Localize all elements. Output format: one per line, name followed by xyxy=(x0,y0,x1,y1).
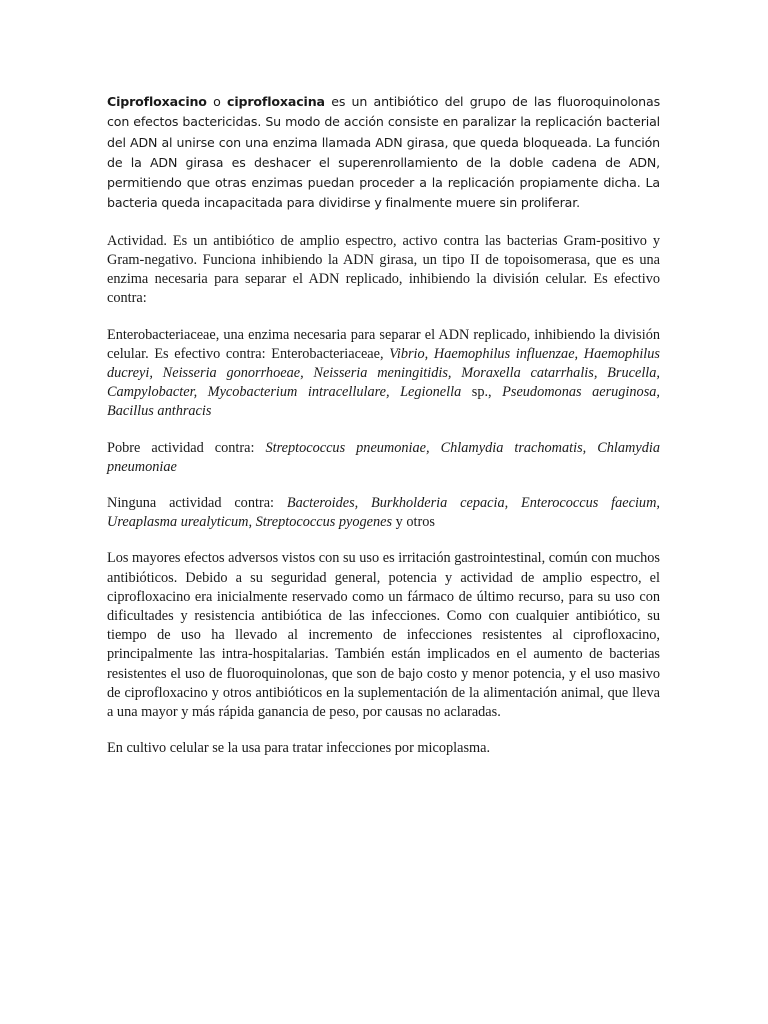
pobre-actividad-paragraph xyxy=(107,439,660,477)
efectos-adversos-paragraph: Los mayores efectos adversos vistos con su uso es irritación gastrointestinal, común con muchos antibióticos. Debido a su seguridad general, potencia y actividad de amplio espectro, el ciprofloxacino era inicialmente reservado como un fármaco de último recurso, para su uso con dificultades y resistencia antibiótica de las infecciones. Como con cualquier antibiótico, su tiempo de uso ha llevado al incremento de infecciones resistentes al ciprofloxacino, principalmente las intra-hospitalarias. También están implicados en el aumento de bacterias resistentes el uso de fluoroquinolonas, que son de bajo costo y menor potencia, y el uso masivo de ciprofloxacino y otros antibióticos en la suplementación de la alimentación animal, que lleva a una mayor y más rápida ganancia de peso, por causas no aclaradas. xyxy=(107,550,660,721)
name-connector: o xyxy=(206,94,228,109)
enterobacteriaceae-paragraph xyxy=(107,326,660,422)
document-page xyxy=(107,92,660,775)
actividad-paragraph: Actividad. Es un antibiótico de amplio espectro, activo contra las bacterias Gram-positivo y Gram-negativo. Funciona inhibiendo la ADN girasa, un tipo II de topoisomerasa, que es una enzima necesaria para separar el ADN replicado, inhibiendo la división celular. Es efectivo contra: xyxy=(107,232,660,307)
ninguna-lead: Ninguna actividad contra: xyxy=(107,495,287,512)
drug-name-1: Ciprofloxacino xyxy=(107,94,207,109)
intro-paragraph xyxy=(107,92,660,214)
entero-species: Vibrio, Haemophilus influenzae, Haemophilus ducreyi, Neisseria gonorrhoeae, Neisseria meningitidis, Moraxella catarrhalis, Brucella, Campylobacter, Mycobacterium intracellulare, Legionella xyxy=(107,345,660,401)
pobre-species: Streptococcus pneumoniae, Chlamydia trachomatis, Chlamydia pneumoniae xyxy=(107,439,660,475)
ninguna-species: Bacteroides, Burkholderia cepacia, Enterococcus faecium, Ureaplasma urealyticum, Streptococcus pyogenes xyxy=(107,495,660,531)
intro-text: es un antibiótico del grupo de las fluoroquinolonas con efectos bactericidas. Su modo de acción consiste en paralizar la replicación bacterial del ADN al unirse con una enzima llamada ADN girasa, que queda bloqueada. La función de la ADN girasa es deshacer el superenrollamiento de la doble cadena de ADN, permitiendo que otras enzimas puedan proceder a la replicación propiamente dicha. La bacteria queda incapacitada para dividirse y finalmente muere sin proliferar. xyxy=(107,94,660,211)
drug-name-2: ciprofloxacina xyxy=(227,94,325,109)
ninguna-tail: y otros xyxy=(392,514,435,531)
cultivo-celular-paragraph: En cultivo celular se la usa para tratar infecciones por micoplasma. xyxy=(107,740,491,757)
ninguna-actividad-paragraph xyxy=(107,494,660,532)
entero-species-2: Pseudomonas aeruginosa, Bacillus anthracis xyxy=(107,384,660,420)
entero-sp: sp., xyxy=(461,384,503,401)
pobre-lead: Pobre actividad contra: xyxy=(107,439,266,456)
entero-lead: Enterobacteriaceae, una enzima necesaria para separar el ADN replicado, inhibiendo la división celular. Es efectivo contra: Enterobacteriaceae, xyxy=(107,326,660,362)
